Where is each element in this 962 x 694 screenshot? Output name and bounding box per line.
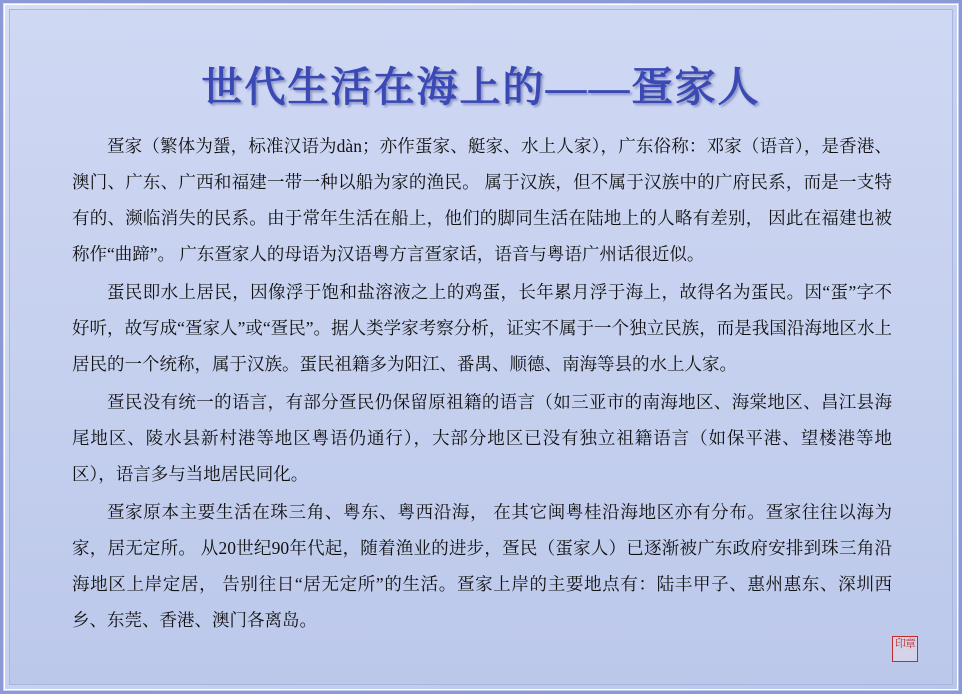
slide-inner-frame xyxy=(9,9,953,685)
seal-stamp-icon: 印章 xyxy=(892,636,918,662)
paragraph: 疍民没有统一的语言，有部分疍民仍保留原祖籍的语言（如三亚市的南海地区、海棠地区、昌江县海尾地区、陵水县新村港等地区粤语仍通行），大部分地区已没有独立祖籍语言（如保平港、望楼港等地区），语言多与当地居民同化。 xyxy=(72,392,892,484)
paragraph: 疍家原本主要生活在珠三角、粤东、粤西沿海， 在其它闽粤桂沿海地区亦有分布。疍家往往以海为家，居无定所。 从20世纪90年代起，随着渔业的进步，疍民（蛋家人）已逐渐被广东政府安排到珠三角沿海地区上岸定居， 告别往日“居无定所”的生活。疍家上岸的主要地点有：陆丰甲子、惠州惠东、深圳西乡、东莞、香港、澳门各离岛。 xyxy=(72,502,892,630)
paragraph: 蛋民即水上居民，因像浮于饱和盐溶液之上的鸡蛋，长年累月浮于海上，故得名为蛋民。因“蛋”字不好听，故写成“疍家人”或“疍民”。据人类学家考察分析，证实不属于一个独立民族，而是我国沿海地区水上居民的一个统称，属于汉族。蛋民祖籍多为阳江、番禺、顺德、南海等县的水上人家。 xyxy=(72,282,892,374)
slide-body xyxy=(72,128,892,640)
paragraph: 疍家（繁体为蜑，标准汉语为dàn；亦作蛋家、艇家、水上人家），广东俗称：邓家（语音），是香港、澳门、广东、广西和福建一带一种以船为家的渔民。 属于汉族，但不属于汉族中的广府民系，而是一支特有的、濒临消失的民系。由于常年生活在船上，他们的脚同生活在陆地上的人略有差别， 因此在福建也被称作“曲蹄”。 广东疍家人的母语为汉语粤方言疍家话，语音与粤语广州话很近似。 xyxy=(72,136,892,264)
page-title: 世代生活在海上的——疍家人 xyxy=(201,64,761,110)
